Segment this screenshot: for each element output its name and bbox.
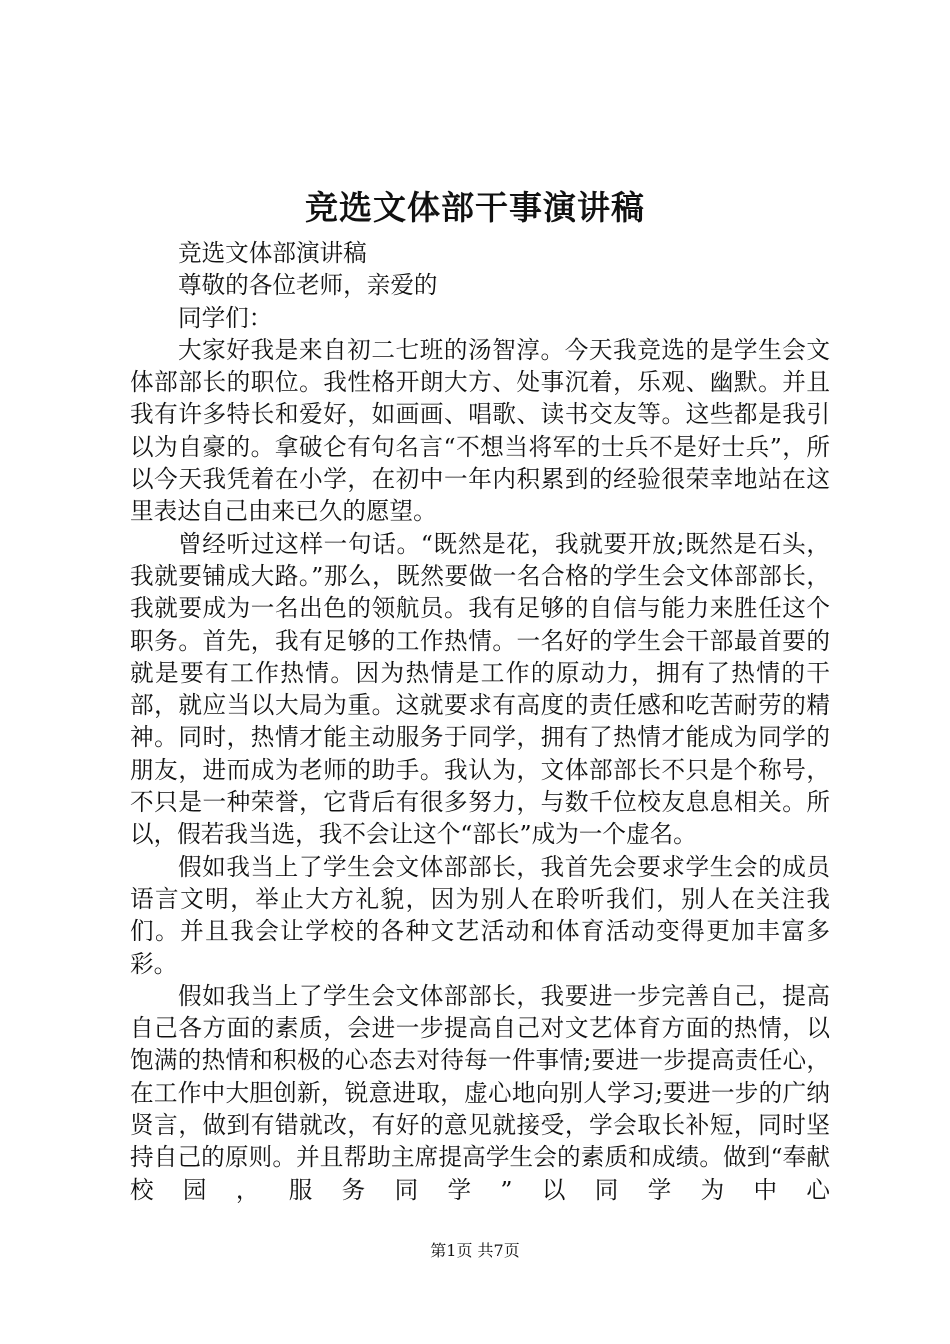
greeting-line-1: 尊敬的各位老师，亲爱的: [178, 271, 438, 300]
paragraph-1: 大家好我是来自初二七班的汤智淳。今天我竞选的是学生会文体部部长的职位。我性格开朗大方、处事沉着，乐观、幽默。并且我有许多特长和爱好，如画画、唱歌、读书交友等。这些都是我引以为自豪的。拿破仑有句名言“不想当将军的士兵不是好士兵”，所以今天我凭着在小学，在初中一年内积累到的经验很荣幸地站在这里表达自己由来已久的愿望。: [130, 335, 830, 526]
document-title: 竞选文体部干事演讲稿: [305, 188, 645, 227]
greeting-line-2: 同学们：: [178, 303, 273, 332]
page-indicator: 第1页 共7页: [430, 1241, 520, 1260]
paragraph-4: 假如我当上了学生会文体部部长，我要进一步完善自己，提高自己各方面的素质，会进一步提高自己对文艺体育方面的热情，以饱满的热情和积极的心态去对待每一件事情;要进一步提高责任心，在工作中大胆创新，锐意进取，虚心地向别人学习;要进一步的广纳贤言，做到有错就改，有好的意见就接受，学会取长补短，同时坚持自己的原则。并且帮助主席提高学生会的素质和成绩。做到“奉献校园，服务同学”以同学为中心: [130, 981, 830, 1204]
paragraph-3: 假如我当上了学生会文体部部长，我首先会要求学生会的成员语言文明，举止大方礼貌，因为别人在聆听我们，别人在关注我们。并且我会让学校的各种文艺活动和体育活动变得更加丰富多彩。: [130, 852, 830, 978]
document-subtitle: 竞选文体部演讲稿: [178, 239, 367, 267]
document-body: [130, 237, 830, 1206]
paragraph-2: 曾经听过这样一句话。“既然是花，我就要开放;既然是石头，我就要铺成大路。”那么，既然要做一名合格的学生会文体部部长，我就要成为一名出色的领航员。我有足够的自信与能力来胜任这个职务。首先，我有足够的工作热情。一名好的学生会干部最首要的就是要有工作热情。因为热情是工作的原动力，拥有了热情的干部，就应当以大局为重。这就要求有高度的责任感和吃苦耐劳的精神。同时，热情才能主动服务于同学，拥有了热情才能成为同学的朋友，进而成为老师的助手。我认为，文体部部长不只是个称号，不只是一种荣誉，它背后有很多努力，与数千位校友息息相关。所以，假若我当选，我不会让这个“部长”成为一个虚名。: [130, 529, 830, 849]
page-footer: [0, 1240, 950, 1262]
